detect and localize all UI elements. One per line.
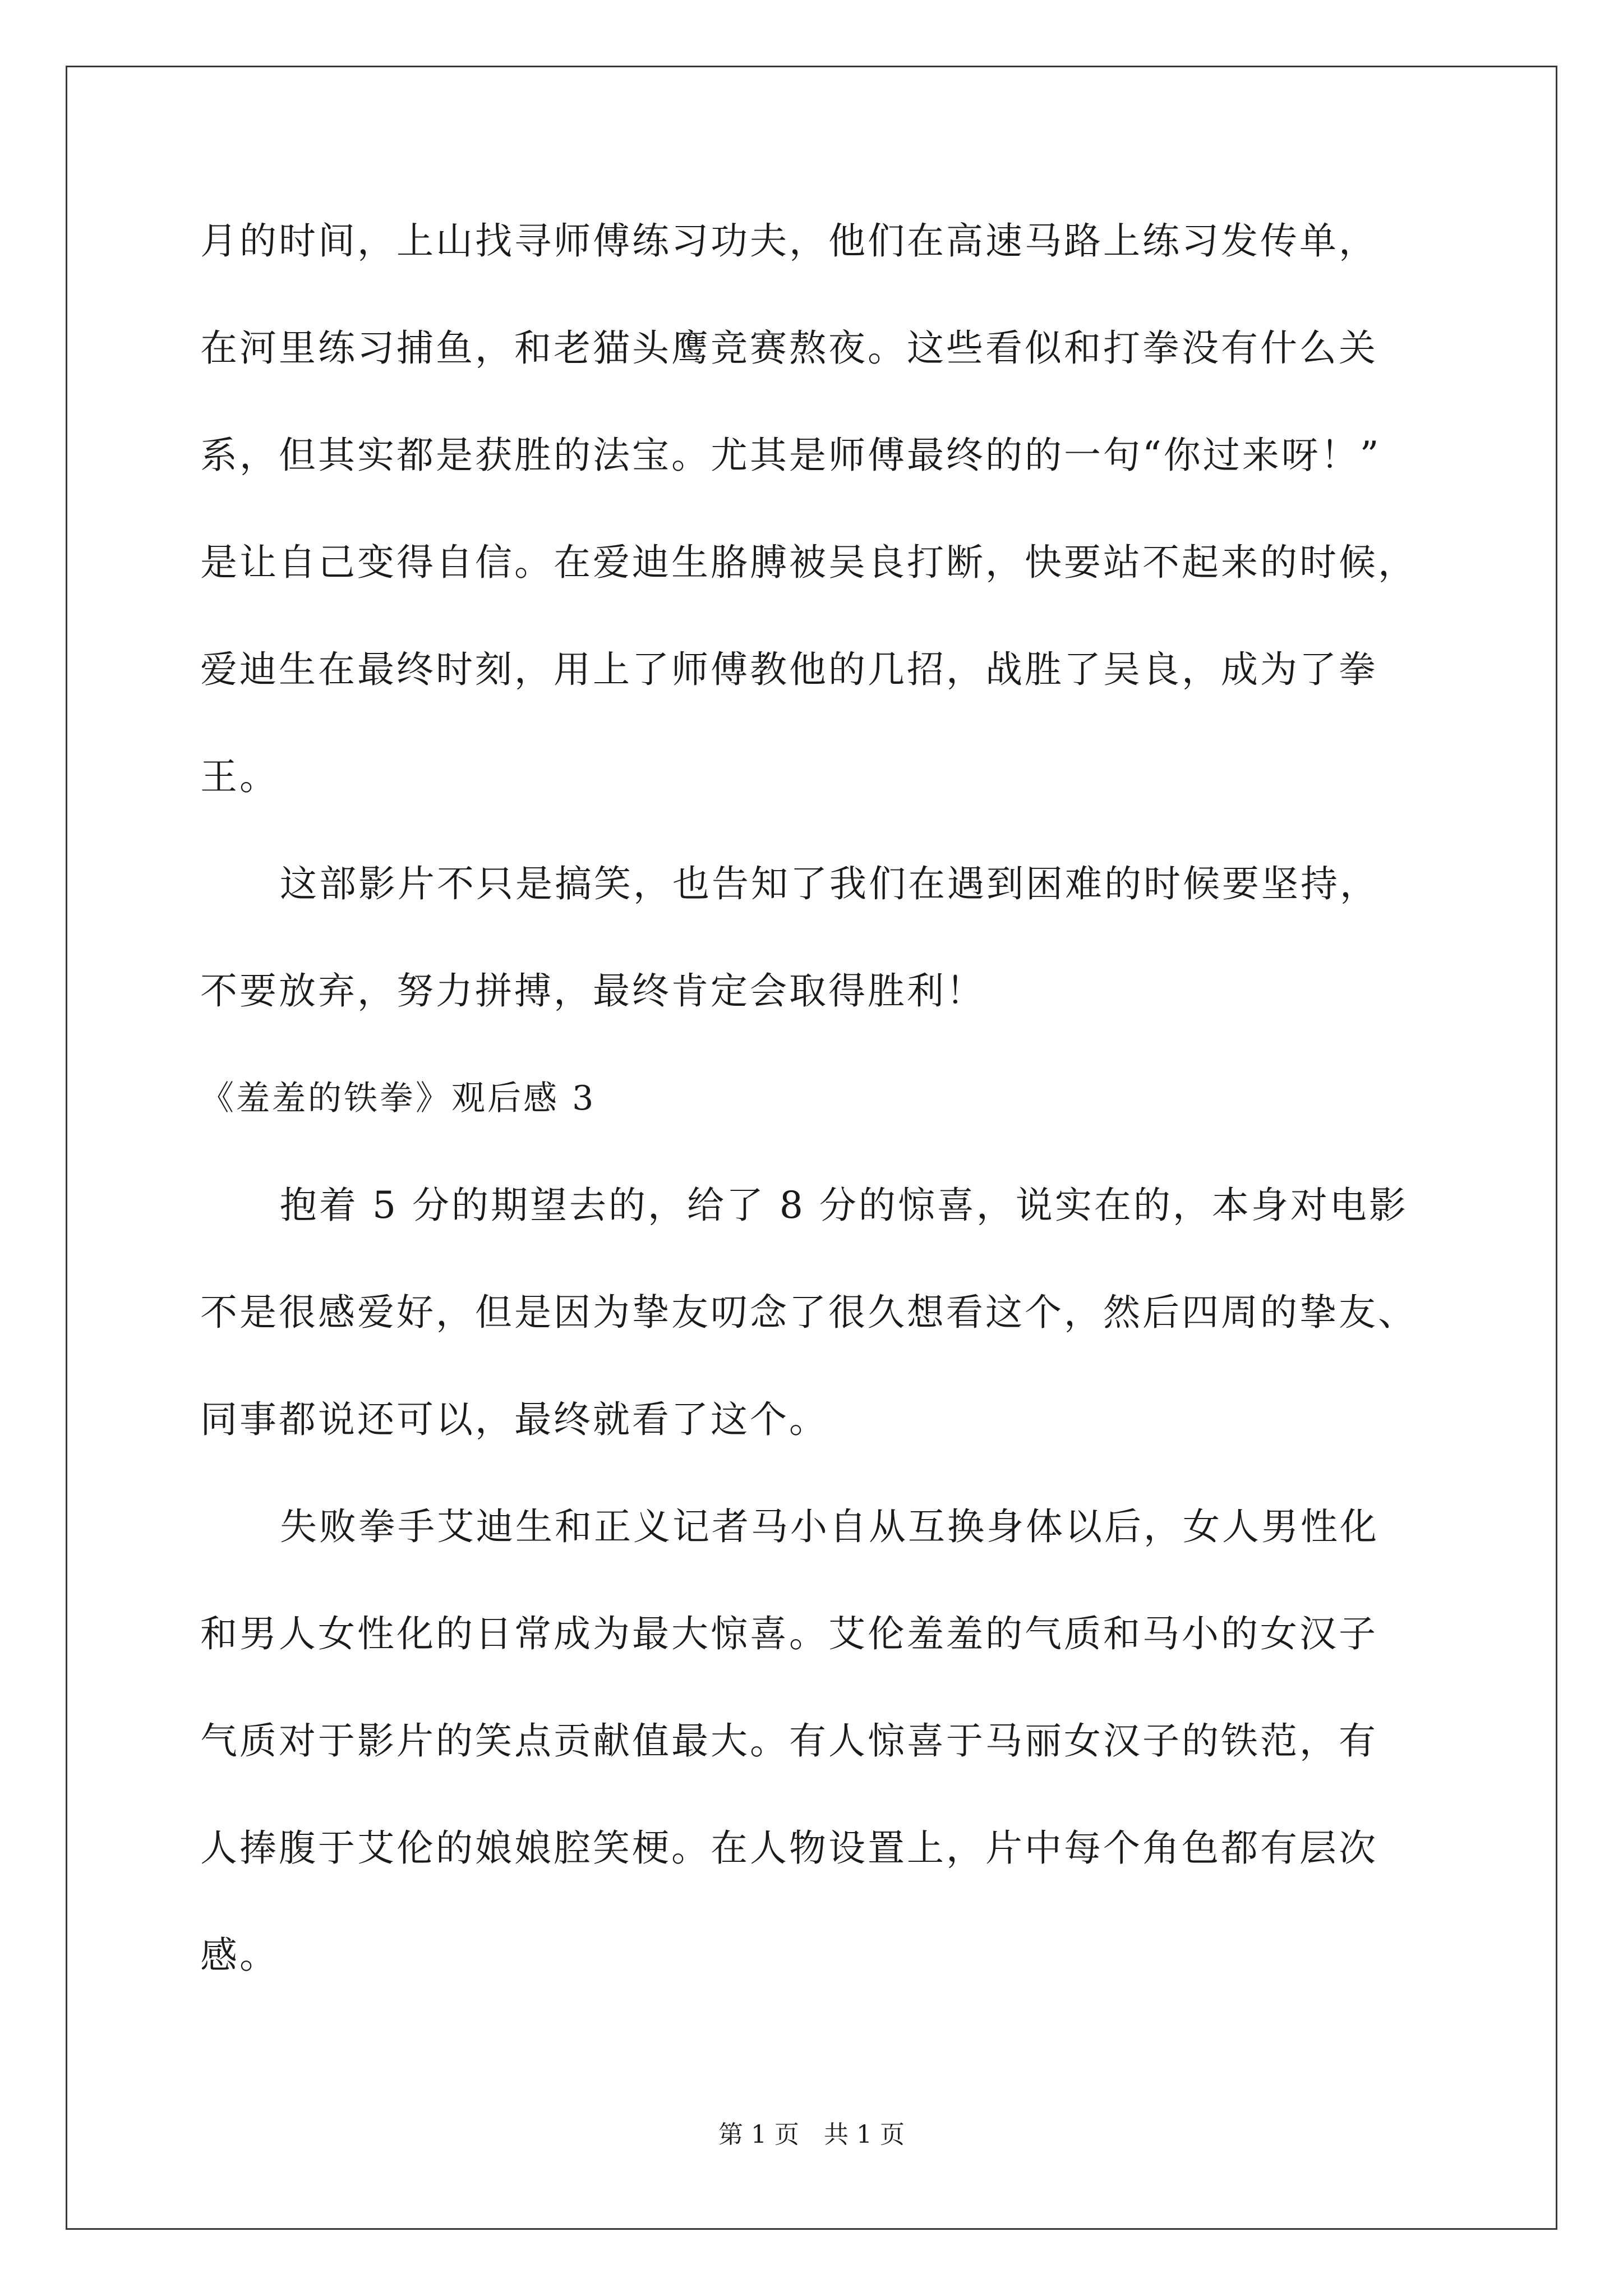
paragraph-line: 这部影片不只是搞笑，也告知了我们在遇到困难的时候要坚持，: [280, 862, 1379, 905]
paragraph-line: 不要放弃，努力拼搏，最终肯定会取得胜利！: [200, 969, 985, 1013]
paragraph-line: 同事都说还可以，最终就看了这个。: [200, 1398, 828, 1441]
paragraph-line: 爱迪生在最终时刻，用上了师傅教他的几招，战胜了吴良，成为了拳: [200, 648, 1378, 691]
paragraph-line: 失败拳手艾迪生和正义记者马小自从互换身体以后，女人男性化: [280, 1505, 1379, 1548]
paragraph-line: 感。: [200, 1934, 279, 1977]
document-body: [200, 213, 1490, 2035]
paragraph-line: 人捧腹于艾伦的娘娘腔笑梗。在人物设置上，片中每个角色都有层次: [200, 1826, 1378, 1870]
paragraph-line: 抱着 5 分的期望去的，给了 8 分的惊喜，说实在的，本身对电影: [280, 1184, 1408, 1227]
paragraph-line: 不是很感爱好，但是因为挚友叨念了很久想看这个，然后四周的挚友、: [200, 1291, 1417, 1334]
paragraph-line: 王。: [200, 755, 279, 798]
paragraph-line: 是让自己变得自信。在爱迪生胳膊被吴良打断，快要站不起来的时候，: [200, 541, 1417, 584]
page-number-footer: 第 1 页 共 1 页: [718, 2120, 905, 2149]
paragraph-line: 和男人女性化的日常成为最大惊喜。艾伦羞羞的气质和马小的女汉子: [200, 1612, 1378, 1655]
paragraph-line: 在河里练习捕鱼，和老猫头鹰竞赛熬夜。这些看似和打拳没有什么关: [200, 326, 1378, 370]
paragraph-line: 月的时间，上山找寻师傅练习功夫，他们在高速马路上练习发传单，: [200, 219, 1378, 263]
section-heading: 《羞羞的铁拳》观后感 3: [200, 1079, 596, 1118]
paragraph-line: 气质对于影片的笑点贡献值最大。有人惊喜于马丽女汉子的铁范，有: [200, 1719, 1378, 1763]
paragraph-line: 系，但其实都是获胜的法宝。尤其是师傅最终的的一句“你过来呀！”: [200, 434, 1381, 477]
